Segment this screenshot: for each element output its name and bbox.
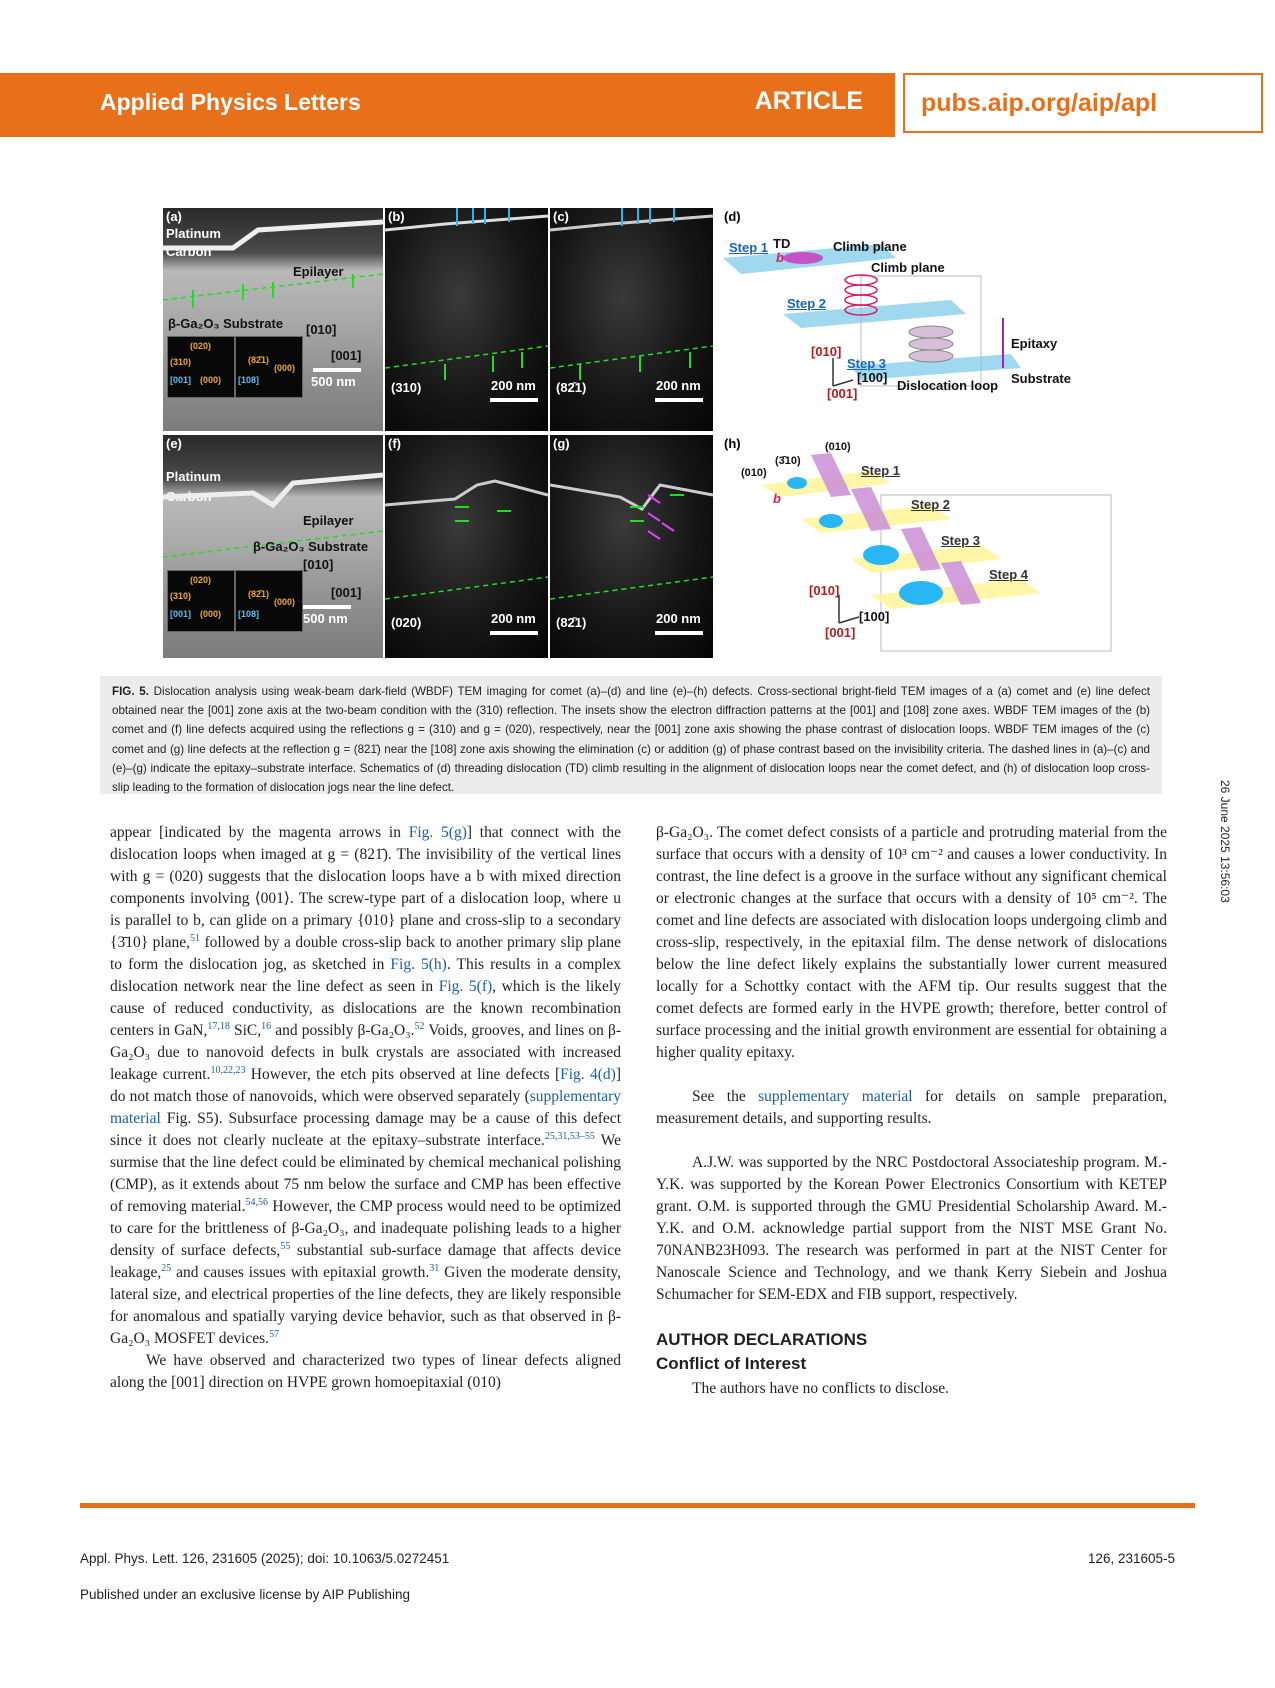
panel-d-step1: Step 1 — [729, 240, 769, 255]
panel-h-step2: Step 2 — [911, 497, 951, 512]
panel-a-inset-108: (82̄1) (000) [108] — [235, 336, 303, 398]
left-paragraph-1: appear [indicated by the magenta arrows in Fig. 5(g)] that connect with the dislocation loops when imaged at g = (821̄). The invisibility of the vertical lines with g = (020) suggests that the dislocation loops have a b with mixed direction components involving ⟨001⟩. The screw-type part of a dislocation loop, where u is parallel to b, can glide on a primary {010} plane and cross-slip to a secondary {3̄10} plane,$^{51}$ followed by a double cross-slip back to another primary slip plane to form the dislocation jog, as sketched in Fig. 5(h). This results in a complex dislocation network near the line defect as seen in Fig. 5(f), which is the likely cause of reduced conductivity, as dislocations are the known recombination centers in GaN,$^{17,18}$ SiC,$^{16}$ and possibly β-Ga₂O₃.$^{52}$ Voids, grooves, and lines on β-Ga₂O₃ due to nanovoid defects in bulk crystals are associated with increased leakage current.$^{10,22,23}$ However, the etch pits observed at line defects [Fig. 4(d)] do not match those of nanovoids, which were observed separately (supplementary material Fig. S5). Subsurface processing damage may be a cause of this defect since it does not clearly nucleate at the epitaxy–substrate interface.$^{25,31,53-55}$ We surmise that the line defect could be eliminated by chemical mechanical polishing (CMP), as it extends about 75 nm below the surface and CMP has been effective of removing material.$^{54,56}$ However, the CMP process would need to be optimized to care for the brittleness of β-Ga₂O₃, and inadequate polishing leads to a higher density of surface defects,$^{55}$ substantial sub-surface damage that affects device leakage,$^{25}$ and causes issues with epitaxial growth.$^{31}$ Given the moderate density, lateral size, and electrical properties of the line defects, they are likely responsible for anomalous and spatially varying device behavior, such as that observed in β-Ga₂O₃ MOSFET devices.$^{57}$ — [110, 824, 622, 1347]
panel-e-dir-001: [001] — [331, 585, 362, 600]
panel-h-b: b — [773, 491, 781, 506]
ref-link[interactable]: 16 — [261, 1020, 272, 1032]
footer-rule — [80, 1503, 1195, 1508]
fig-5h-link[interactable]: Fig. 5(h) — [390, 956, 447, 973]
ref-link[interactable]: 25,31,53–55 — [544, 1130, 595, 1142]
author-declarations-heading: AUTHOR DECLARATIONS — [656, 1330, 868, 1349]
fig-4d-link[interactable]: Fig. 4(d) — [560, 1066, 616, 1083]
panel-h-plane-010-a: (010) — [825, 441, 851, 453]
panel-d-substrate: Substrate — [1011, 371, 1071, 386]
panel-a-scalebar — [313, 368, 361, 372]
panel-d-loop: Dislocation loop — [897, 378, 999, 393]
panel-d-label: (d) — [724, 209, 741, 224]
acknowledgments: A.J.W. was supported by the NRC Postdoctoral Associateship program. M.-Y.K. was supported by the Korean Power Electronics Consortium with KETEP grant. O.M. is supported through the GMU Presidential Scholarship Award. M.-Y.K. and O.M. acknowledge partial support from the NIST MSE Grant No. 70NANB23H093. The research was performed in part at the NIST Center for Nanoscale Science and Technology, and we thank Kerry Siebein and Joshua Schumacher for SEM-EDX and FIB support, respectively. — [656, 1154, 1167, 1303]
conflict-of-interest-heading: Conflict of Interest — [656, 1354, 807, 1373]
left-paragraph-2: We have observed and characterized two types of linear defects aligned along the [001] direction on HVPE grown homoepitaxial (010) — [110, 1352, 621, 1391]
section-label: ARTICLE — [754, 87, 863, 115]
supplementary-link[interactable]: supplementary material — [758, 1088, 913, 1105]
ref-link[interactable]: 10,22,23 — [210, 1064, 246, 1076]
body-column-left — [110, 822, 621, 1394]
panel-h-step4: Step 4 — [989, 567, 1029, 582]
footer-citation: Appl. Phys. Lett. 126, 231605 (2025); doi: 10.1063/5.0272451 — [80, 1551, 450, 1566]
panel-d-step3: Step 3 — [847, 356, 887, 371]
panel-d-step2: Step 2 — [787, 296, 827, 311]
ref-link[interactable]: 17,18 — [207, 1020, 230, 1032]
panel-b-scale-label: 200 nm — [491, 378, 536, 393]
panel-a-dir-001: [001] — [331, 348, 362, 363]
download-timestamp: 26 June 2025 13:56:03 — [1218, 780, 1232, 903]
panel-d-td: TD — [773, 236, 791, 251]
panel-e-epilayer: Epilayer — [303, 513, 354, 528]
ref-link[interactable]: 52 — [414, 1020, 425, 1032]
panel-d-b: b — [776, 250, 784, 265]
panel-h — [721, 435, 1121, 658]
panel-d-climb-plane-1: Climb plane — [833, 239, 907, 254]
panel-f-scale-label: 200 nm — [491, 611, 536, 626]
supplementary-link[interactable]: supplementary material — [110, 1088, 621, 1127]
journal-title: Applied Physics Letters — [100, 89, 361, 115]
panel-f-scalebar — [490, 631, 538, 635]
panel-b-scalebar — [490, 398, 538, 402]
panel-e — [163, 435, 383, 658]
panel-e-carbon: Carbon — [166, 489, 212, 504]
journal-header-bar — [0, 73, 895, 137]
journal-url-box[interactable] — [903, 73, 1263, 133]
panel-h-step1: Step 1 — [861, 463, 901, 478]
caption-text: Dislocation analysis using weak-beam dark-field (WBDF) TEM imaging for comet (a)–(d) and line (e)–(h) defects. Cross-sectional bright-field TEM images of a (a) comet and (e) line defect obtained near the [001] zone axis at the two-beam condition with the (310) reflection. The insets show the electron diffraction patterns at the [001] and [108] zone axes. WBDF TEM images of the (b) comet and (f) line defects acquired using the reflections g = (310) and g = (020), respectively, near the [001] zone axis showing the phase contrast of dislocation loops. WBDF TEM images of the (c) comet and (g) line defects at the reflection g = (821̄) near the [108] zone axis showing the elimination (c) or addition (g) of phase contrast based on the invisibility criteria. The dashed lines in (a)–(c) and (e)–(g) indicate the epitaxy–substrate interface. Schematics of (d) threading dislocation (TD) climb resulting in the alignment of dislocation loops near the comet defect, and (h) of dislocation loop cross-slip leading to the formation of dislocation jogs near the line defect. — [112, 685, 1150, 795]
panel-a-label: (a) — [166, 209, 182, 224]
right-paragraph-2: See the supplementary material for details on sample preparation, measurement details, and supporting results. — [656, 1088, 1167, 1127]
panel-a-carbon: Carbon — [166, 244, 212, 259]
panel-f — [385, 435, 548, 658]
panel-d — [721, 208, 1121, 431]
ref-link[interactable]: 31 — [429, 1262, 440, 1274]
panel-f-g-vector: (020) — [391, 615, 422, 630]
panel-a-platinum: Platinum — [166, 226, 221, 241]
panel-h-plane-310: (3̄10) — [775, 455, 801, 467]
panel-d-ax-010: [010] — [811, 344, 842, 359]
panel-e-inset-108: (82̄1) (000) [108] — [235, 570, 303, 632]
panel-h-step3: Step 3 — [941, 533, 981, 548]
fig-5f-link[interactable]: Fig. 5(f) — [438, 978, 493, 995]
panel-h-plane-010-b: (010) — [741, 467, 767, 479]
panel-e-substrate: β-Ga₂O₃ Substrate — [253, 539, 369, 554]
body-column-right — [656, 822, 1167, 1400]
panel-h-ax-010: [010] — [809, 583, 840, 598]
panel-e-dir-010: [010] — [303, 557, 334, 572]
panel-c — [550, 208, 713, 431]
panel-c-label: (c) — [553, 209, 569, 224]
panel-b-g-vector: (310) — [391, 380, 422, 395]
panel-b — [385, 208, 548, 431]
panel-h-ax-100: [100] — [859, 609, 890, 624]
panel-b-label: (b) — [388, 209, 405, 224]
panel-d-ax-100: [100] — [857, 370, 888, 385]
ref-link[interactable]: 54,56 — [245, 1196, 269, 1208]
panel-a-dir-010: [010] — [306, 322, 337, 337]
panel-a-substrate: β-Ga₂O₃ Substrate — [168, 316, 284, 331]
panel-c-g-vector: (82̄1) — [556, 380, 587, 395]
panel-f-label: (f) — [388, 436, 401, 451]
ref-link[interactable]: 55 — [280, 1240, 291, 1252]
panel-e-label: (e) — [166, 436, 182, 451]
panel-g-scale-label: 200 nm — [656, 611, 701, 626]
panel-d-epitaxy: Epitaxy — [1011, 336, 1058, 351]
panel-g-label: (g) — [553, 436, 570, 451]
panel-h-schematic — [721, 435, 1121, 658]
ref-link[interactable]: 57 — [269, 1328, 280, 1340]
panel-h-label: (h) — [724, 436, 741, 451]
footer-page-number: 126, 231605-5 — [1087, 1551, 1175, 1566]
panel-d-climb-plane-2: Climb plane — [871, 260, 945, 275]
fig-5g-link[interactable]: Fig. 5(g) — [408, 824, 467, 841]
figure-5 — [163, 208, 1123, 658]
caption-label: FIG. 5. — [112, 685, 149, 698]
panel-g — [550, 435, 713, 658]
ref-link[interactable]: 25 — [161, 1262, 172, 1274]
panel-e-scale-label: 500 nm — [303, 611, 348, 626]
panel-d-ax-001: [001] — [827, 386, 858, 401]
right-paragraph-1: β-Ga₂O₃. The comet defect consists of a particle and protruding material from the surface that occurs with a density of 10³ cm⁻² and causes a lower conductivity. In contrast, the line defect is a groove in the surface without any significant chemical or electronic changes at the surface that occurs with a density of 10⁵ cm⁻². The comet and line defects are associated with dislocation loops undergoing climb and cross-slip, respectively, in the epitaxial film. The dense network of dislocations below the line defect likely explains the substantially lower current measured locally for a Schottky contact with the AFM tip. Our results suggest that the comet defects are formed early in the HVPE growth; therefore, better control of surface processing and the initial growth environment are essential for obtaining a higher quality epitaxy. — [656, 824, 1167, 1061]
panel-a-scale-label: 500 nm — [311, 374, 356, 389]
figure-caption — [100, 676, 1162, 794]
panel-a-inset-001: (020) (310) (000) [001] — [167, 336, 235, 398]
panel-a — [163, 208, 383, 431]
panel-e-scalebar — [303, 605, 351, 609]
panel-g-scalebar — [655, 631, 703, 635]
conflict-statement: The authors have no conflicts to disclose. — [692, 1380, 949, 1397]
panel-a-epilayer: Epilayer — [293, 264, 344, 279]
panel-e-platinum: Platinum — [166, 469, 221, 484]
footer-license: Published under an exclusive license by AIP Publishing — [80, 1587, 410, 1602]
panel-g-g-vector: (82̄1) — [556, 615, 587, 630]
panel-c-scale-label: 200 nm — [656, 378, 701, 393]
panel-c-scalebar — [655, 398, 703, 402]
journal-url[interactable]: pubs.aip.org/aip/apl — [921, 89, 1158, 117]
ref-link[interactable]: 51 — [190, 932, 201, 944]
panel-h-ax-001: [001] — [825, 625, 856, 640]
panel-e-inset-001: (020) (310) (000) [001] — [167, 570, 235, 632]
